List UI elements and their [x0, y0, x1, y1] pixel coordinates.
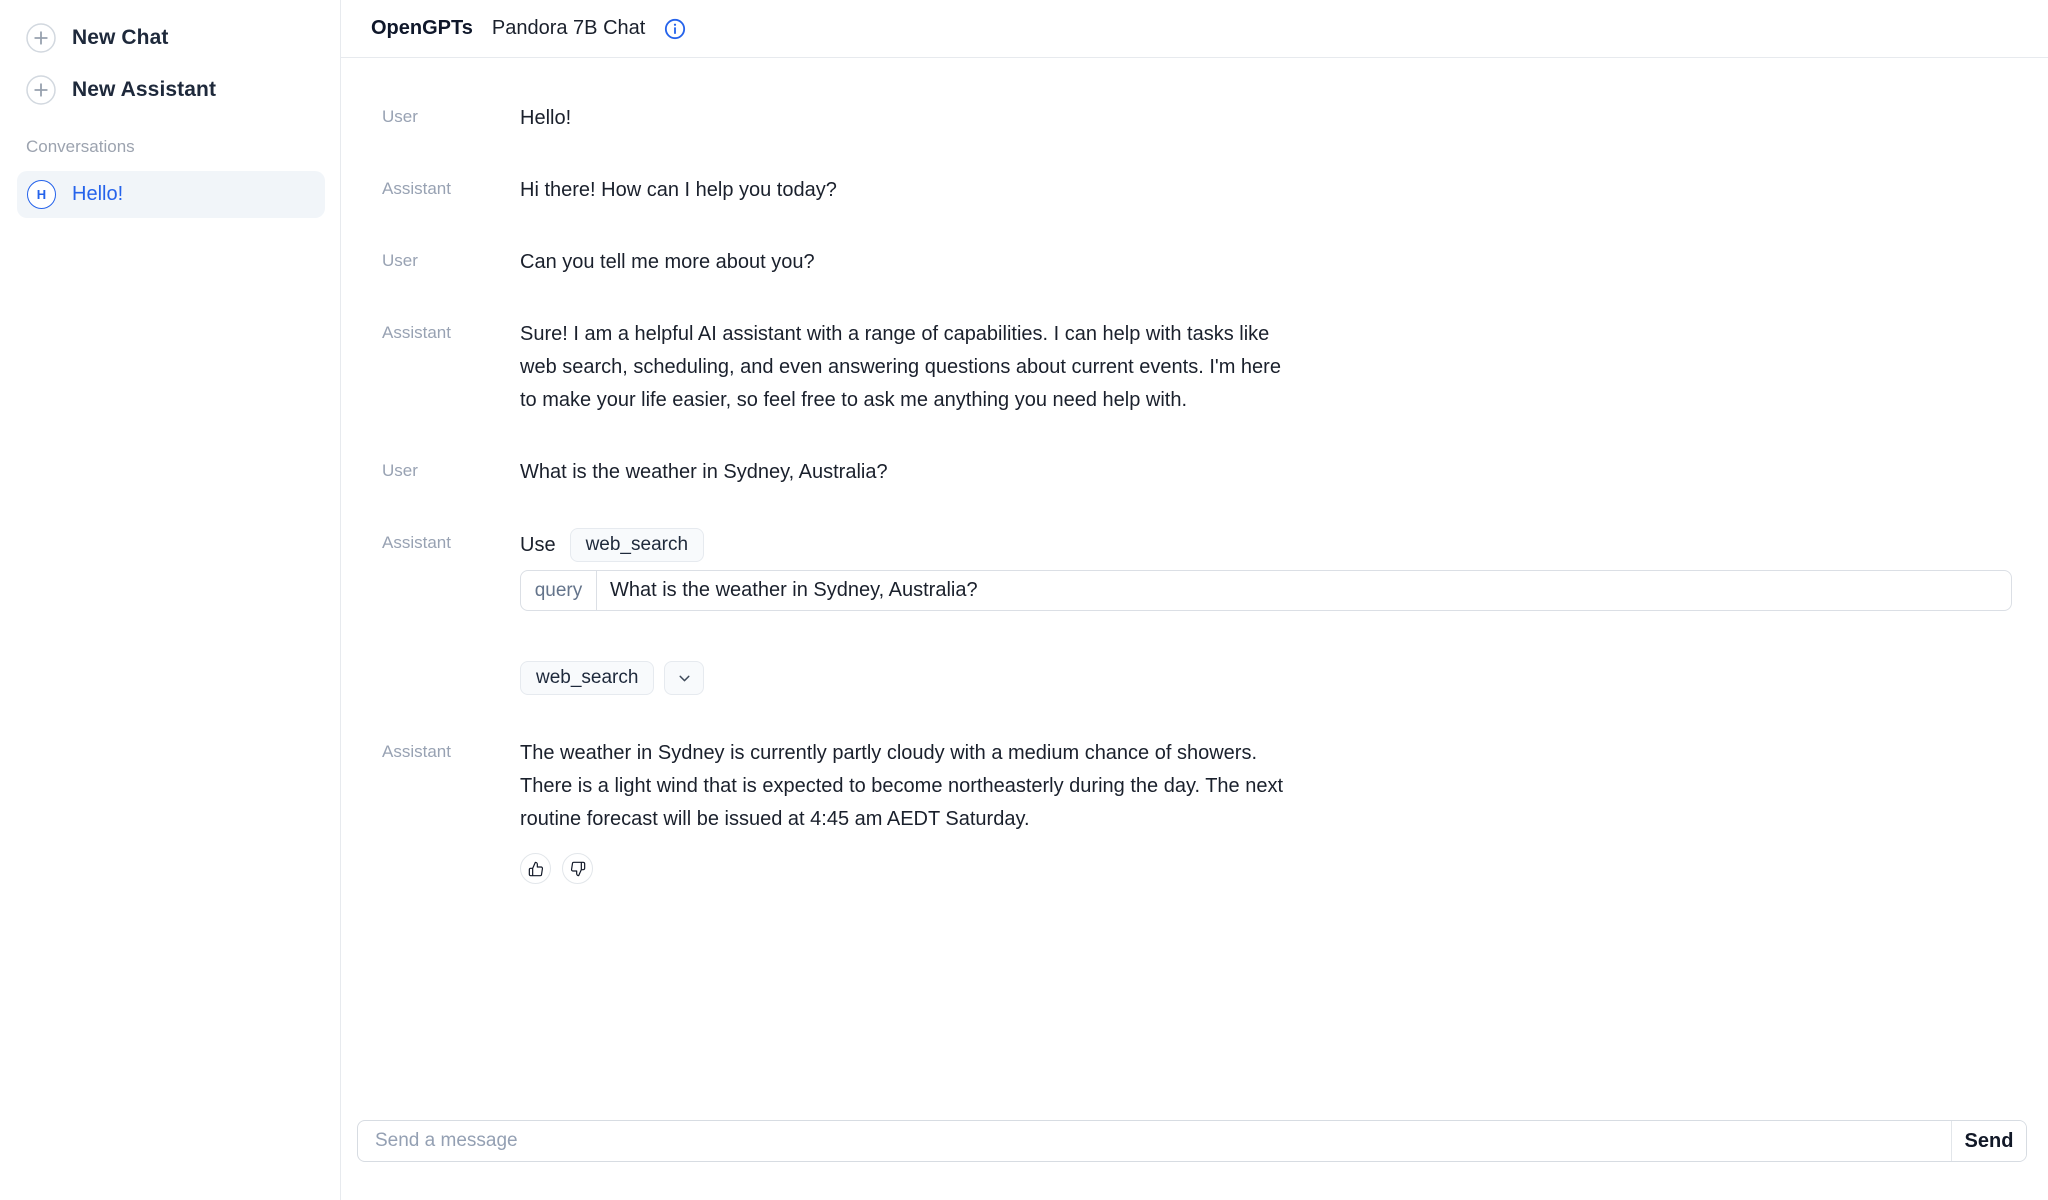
tool-result-chip[interactable]: web_search	[520, 661, 654, 695]
conversation-title: Hello!	[72, 183, 124, 205]
message-row	[382, 102, 2012, 135]
chevron-down-icon	[676, 670, 693, 687]
message-row	[382, 318, 2012, 417]
tool-arg-key: query	[521, 571, 597, 610]
new-chat-label: New Chat	[72, 26, 169, 49]
feedback-buttons	[520, 853, 2012, 884]
tool-name-chip: web_search	[570, 528, 704, 562]
plus-circle-icon	[26, 75, 56, 105]
composer-bar	[341, 1120, 2048, 1200]
thumbs-up-button[interactable]	[520, 853, 551, 884]
role-label: User	[382, 461, 418, 480]
new-assistant-label: New Assistant	[72, 78, 217, 101]
message-row-tool-result	[382, 661, 2012, 695]
plus-circle-icon	[26, 23, 56, 53]
role-label: Assistant	[382, 323, 451, 342]
conversations-section-header: Conversations	[26, 137, 135, 156]
message-text: Sure! I am a helpful AI assistant with a range of capabilities. I can help with tasks like web search, scheduling, and even answering questions about current events. I'm here to make your life easier, so feel free to ask me anything you need help with.	[520, 323, 1281, 411]
message-list	[341, 58, 2048, 1120]
message-row	[382, 246, 2012, 279]
assistant-name: Pandora 7B Chat	[491, 17, 646, 39]
role-label: Assistant	[382, 179, 451, 198]
tool-arg-value: What is the weather in Sydney, Australia?	[610, 579, 978, 601]
new-chat-button[interactable]	[17, 12, 325, 64]
app-title: OpenGPTs	[371, 17, 473, 39]
message-text: Hi there! How can I help you today?	[520, 179, 837, 201]
message-row-tool-call	[382, 528, 2012, 611]
tool-call-prefix: Use	[520, 533, 556, 556]
role-label: User	[382, 251, 418, 270]
message-row	[382, 737, 2012, 884]
message-input[interactable]	[358, 1121, 1951, 1161]
expand-tool-result-button[interactable]	[664, 661, 704, 695]
sidebar	[0, 0, 341, 1200]
conversation-avatar: H	[27, 180, 56, 209]
role-label: User	[382, 107, 418, 126]
message-text: Can you tell me more about you?	[520, 251, 815, 273]
main-panel	[341, 0, 2048, 1200]
tool-args-table	[520, 570, 2012, 611]
new-assistant-button[interactable]	[17, 64, 325, 116]
thumbs-down-icon	[570, 861, 586, 877]
top-bar	[341, 0, 2048, 58]
thumbs-down-button[interactable]	[562, 853, 593, 884]
tool-call-line	[520, 528, 2012, 562]
role-label: Assistant	[382, 533, 451, 552]
message-text: Hello!	[520, 107, 572, 129]
send-button[interactable]: Send	[1951, 1121, 2026, 1161]
message-text: What is the weather in Sydney, Australia?	[520, 461, 888, 483]
role-label: Assistant	[382, 742, 451, 761]
info-icon[interactable]	[664, 18, 686, 40]
message-row	[382, 174, 2012, 207]
composer-group	[357, 1120, 2027, 1162]
role-label-spacer	[382, 661, 520, 695]
message-text: The weather in Sydney is currently partly cloudy with a medium chance of showers. There is a light wind that is expected to become northeasterly during the day. The next routine forecast will be issued at 4:45 am AEDT Saturday.	[520, 742, 1284, 830]
sidebar-item-conversation-hello[interactable]	[17, 171, 325, 218]
thumbs-up-icon	[528, 861, 544, 877]
message-row	[382, 456, 2012, 489]
